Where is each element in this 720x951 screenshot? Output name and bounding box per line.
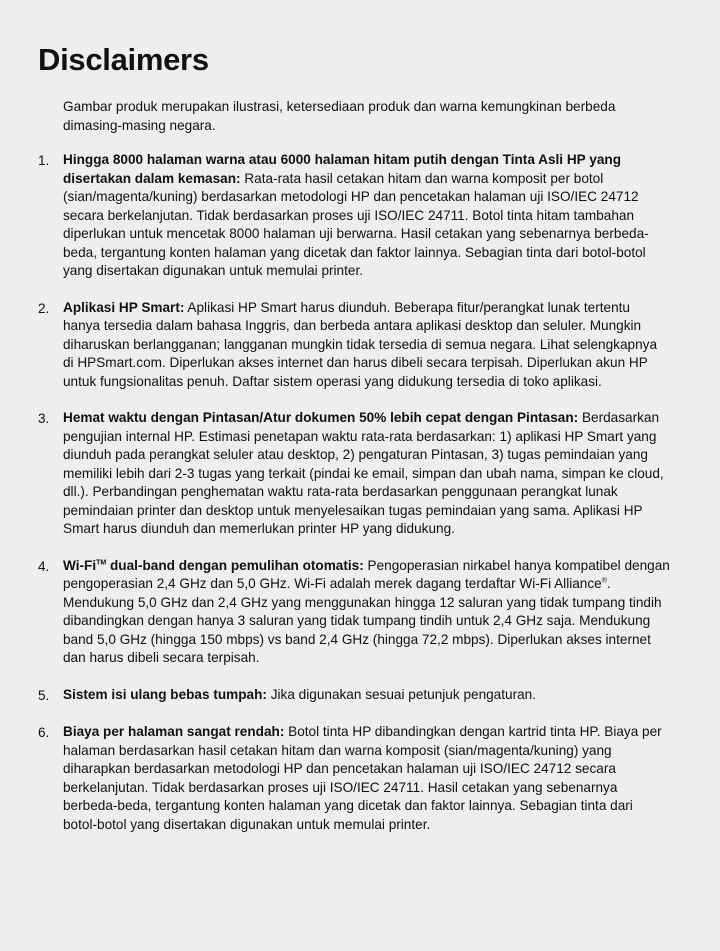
trademark-mark: TM [96,558,107,566]
item-text [63,723,670,834]
item-heading: Biaya per halaman sangat rendah: [63,724,285,739]
item-body: Berdasarkan pengujian internal HP. Estimasi penetapan waktu rata-rata berdasarkan: 1) aplikasi HP Smart yang diunduh pada perangkat seluler atau desktop, 2) pengaturan Pintasan, 3) tugas pemindaian yang memiliki lebih dari 2-3 tugas yang terkait (pindai ke email, simpan dan ubah nama, simpan ke cloud, dll.). Perbandingan penghematan waktu rata-rata berdasarkan penggunaan perangkat lunak pemindaian printer dan desktop untuk menyelesaikan tugas pemindaian yang sama. Aplikasi HP Smart harus diunduh dan memerlukan printer HP yang didukung. [63,410,664,536]
item-text [63,686,670,706]
body-text: Pengoperasian nirkabel hanya kompatibel dengan pengoperasian 2,4 GHz dan 5,0 GHz. Wi-Fi adalah merek dagang terdaftar Wi-Fi Alliance [63,557,670,591]
heading-text: Wi-Fi [63,557,97,573]
item-number: 1. [38,153,50,168]
item-text [63,299,670,392]
item-heading [63,558,364,573]
item-body [63,558,670,666]
list-item [38,151,670,281]
item-body: Rata-rata hasil cetakan hitam dan warna komposit per botol (sian/magenta/kuning) berdasarkan metodologi HP dan pencetakan halaman uji ISO/IEC 24712 secara berkelanjutan. Tidak berdasarkan proses uji ISO/IEC 24711. Botol tinta hitam tambahan diperlukan untuk mencetak 8000 halaman uji berwarna. Hasil cetakan yang sebenarnya berbeda-beda, tergantung konten halaman yang dicetak dan faktor lainnya. Sebagian tinta dari botol-botol yang disertakan digunakan untuk memulai printer. [63,170,649,278]
list-item [38,299,670,392]
list-item [38,686,670,706]
item-heading: Hingga 8000 halaman warna atau 6000 halaman hitam putih dengan Tinta Asli HP yang disertakan dalam kemasan: [63,152,622,186]
list-item [38,409,670,539]
registered-mark: ® [601,577,607,585]
body-text: . Mendukung 5,0 GHz dan 2,4 GHz yang menggunakan hingga 12 saluran yang tidak tumpang tindih dibandingkan dengan hanya 3 saluran yang tidak tumpang tindih untuk 2,4 GHz saja. Mendukung band 5,0 GHz (hingga 150 mbps) vs band 2,4 GHz (hingga 72,2 mbps). Diperlukan akses internet dan harus dibeli secara terpisah. [63,576,662,665]
disclaimer-list [38,151,670,834]
list-item [38,723,670,834]
list-item [38,557,670,668]
item-number: 5. [38,687,50,703]
heading-text: dual-band dengan pemulihan otomatis: [106,557,364,573]
item-heading: Sistem isi ulang bebas tumpah: [63,686,267,702]
item-body: Aplikasi HP Smart harus diunduh. Beberapa fitur/perangkat lunak tertentu hanya tersedia dalam bahasa Inggris, dan berbeda antara aplikasi desktop dan seluler. Mungkin diharuskan berlangganan; langganan mungkin tidak tersedia di semua negara. Lihat selengkapnya di HPSmart.com. Diperlukan akses internet dan harus dibeli secara terpisah. Diperlukan akun HP untuk fungsionalitas penuh. Daftar sistem operasi yang didukung tersedia di toko aplikasi. [63,299,658,389]
item-text [63,409,670,539]
item-number: 4. [38,558,50,574]
page-title: Disclaimers [38,42,209,77]
item-text [63,151,670,281]
item-body: Jika digunakan sesuai petunjuk pengaturan. [270,686,537,702]
intro-text: Gambar produk merupakan ilustrasi, ketersediaan produk dan warna kemungkinan berbeda dimasing-masing negara. [63,99,616,133]
item-number: 2. [38,300,50,316]
item-heading: Hemat waktu dengan Pintasan/Atur dokumen 50% lebih cepat dengan Pintasan: [63,410,579,425]
item-number: 6. [38,725,50,740]
item-number: 3. [38,411,50,426]
item-text [63,557,670,668]
item-body: Botol tinta HP dibandingkan dengan kartrid tinta HP. Biaya per halaman berdasarkan hasil cetakan hitam dan warna komposit (sian/magenta/kuning) yang diharapkan berdasarkan metodologi HP dan pencetakan halaman uji ISO/IEC 24712 secara berkelanjutan. Tidak berdasarkan proses uji ISO/IEC 24711. Hasil cetakan yang sebenarnya berbeda-beda, tergantung konten halaman yang dicetak dan faktor lainnya. Sebagian tinta dari botol-botol yang disertakan digunakan untuk memulai printer. [63,724,662,832]
item-heading: Aplikasi HP Smart: [63,299,185,315]
